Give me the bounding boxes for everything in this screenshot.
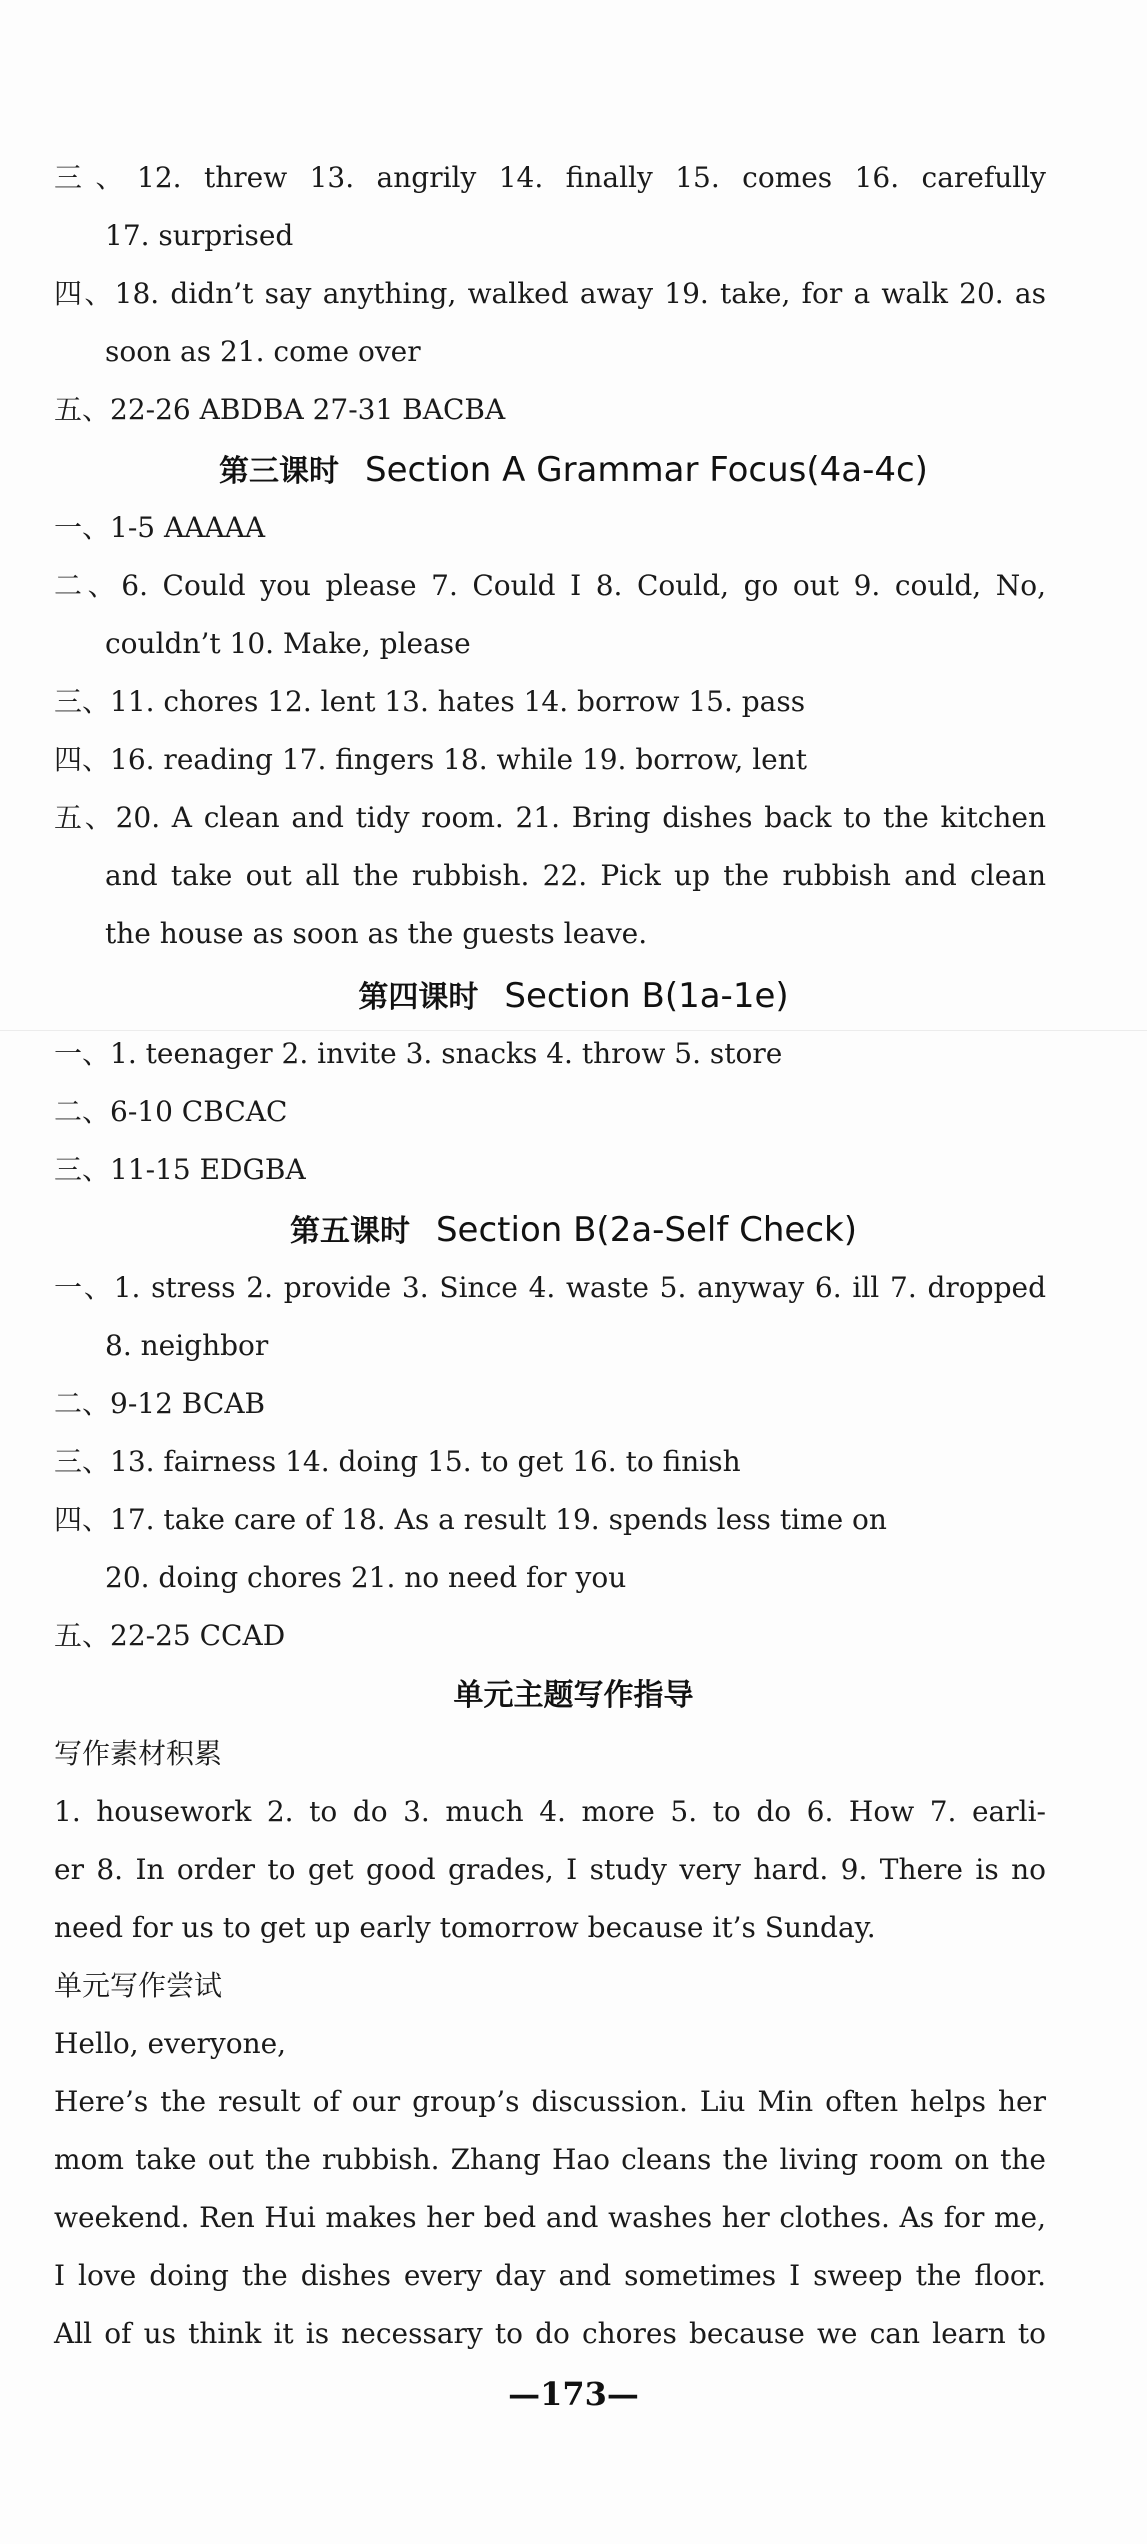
answer-line: the house as soon as the guests leave.: [105, 917, 648, 950]
answer-line: 一、1-5 AAAAA: [54, 511, 266, 544]
answer-line: 五、22-25 CCAD: [54, 1619, 286, 1652]
essay-line: I love doing the dishes every day and sometimes I sweep the floor.: [54, 2259, 1046, 2292]
section-heading-cn: 第三课时: [219, 454, 340, 489]
section-heading-lesson-5: [0, 1206, 1147, 1256]
answer-line: 二、6-10 CBCAC: [54, 1095, 288, 1128]
answer-line: 二、9-12 BCAB: [54, 1387, 266, 1420]
answer-line: couldn’t 10. Make, please: [105, 627, 471, 660]
answer-line: 1. housework 2. to do 3. much 4. more 5. to do 6. How 7. earli-: [54, 1795, 1046, 1828]
answer-line: and take out all the rubbish. 22. Pick up the rubbish and clean: [105, 859, 1046, 892]
scan-seam: [0, 1030, 1147, 1031]
essay-line: Hello, everyone,: [54, 2027, 287, 2060]
answer-line: 17. surprised: [105, 219, 294, 252]
essay-line: All of us think it is necessary to do chores because we can learn to: [54, 2317, 1046, 2350]
subheading: 写作素材积累: [54, 1737, 223, 1770]
answer-line: need for us to get up early tomorrow because it’s Sunday.: [54, 1911, 876, 1944]
section-heading-lesson-3: [0, 446, 1147, 496]
section-heading-cn: 第四课时: [358, 980, 479, 1015]
section-heading-en: Section A Grammar Focus(4a-4c): [365, 450, 928, 490]
answer-line: 三、13. fairness 14. doing 15. to get 16. to finish: [54, 1445, 741, 1478]
essay-line: weekend. Ren Hui makes her bed and washes her clothes. As for me,: [54, 2201, 1046, 2234]
answer-line: 四、16. reading 17. fingers 18. while 19. borrow, lent: [54, 743, 808, 776]
subheading: 单元写作尝试: [54, 1969, 223, 2002]
section-heading-en: Section B(1a-1e): [504, 976, 789, 1016]
answer-line: 8. neighbor: [105, 1329, 269, 1362]
section-heading-lesson-4: [0, 972, 1147, 1022]
essay-line: Here’s the result of our group’s discussion. Liu Min often helps her: [54, 2085, 1046, 2118]
answer-line: 四、18. didn’t say anything, walked away 19. take, for a walk 20. as: [54, 277, 1046, 310]
page-number: —173—: [508, 2375, 639, 2413]
answer-line: 三、11-15 EDGBA: [54, 1153, 306, 1186]
answer-line: 一、1. teenager 2. invite 3. snacks 4. throw 5. store: [54, 1037, 783, 1070]
answer-line: 二、6. Could you please 7. Could I 8. Could, go out 9. could, No,: [54, 569, 1046, 602]
answer-line: 三、12. threw 13. angrily 14. finally 15. comes 16. carefully: [54, 161, 1046, 194]
answer-line: 三、11. chores 12. lent 13. hates 14. borrow 15. pass: [54, 685, 806, 718]
unit-writing-heading: 单元主题写作指导: [453, 1678, 694, 1713]
answer-line: 20. doing chores 21. no need for you: [105, 1561, 627, 1594]
answer-line: er 8. In order to get good grades, I study very hard. 9. There is no: [54, 1853, 1046, 1886]
essay-line: mom take out the rubbish. Zhang Hao cleans the living room on the: [54, 2143, 1046, 2176]
answer-line: 五、22-26 ABDBA 27-31 BACBA: [54, 393, 506, 426]
section-heading-cn: 第五课时: [289, 1214, 410, 1249]
answer-line: 五、20. A clean and tidy room. 21. Bring dishes back to the kitchen: [54, 801, 1046, 834]
answer-line: 一、1. stress 2. provide 3. Since 4. waste 5. anyway 6. ill 7. dropped: [54, 1271, 1046, 1304]
section-heading-en: Section B(2a-Self Check): [435, 1210, 858, 1250]
answer-line: 四、17. take care of 18. As a result 19. spends less time on: [54, 1503, 887, 1536]
answer-line: soon as 21. come over: [105, 335, 421, 368]
